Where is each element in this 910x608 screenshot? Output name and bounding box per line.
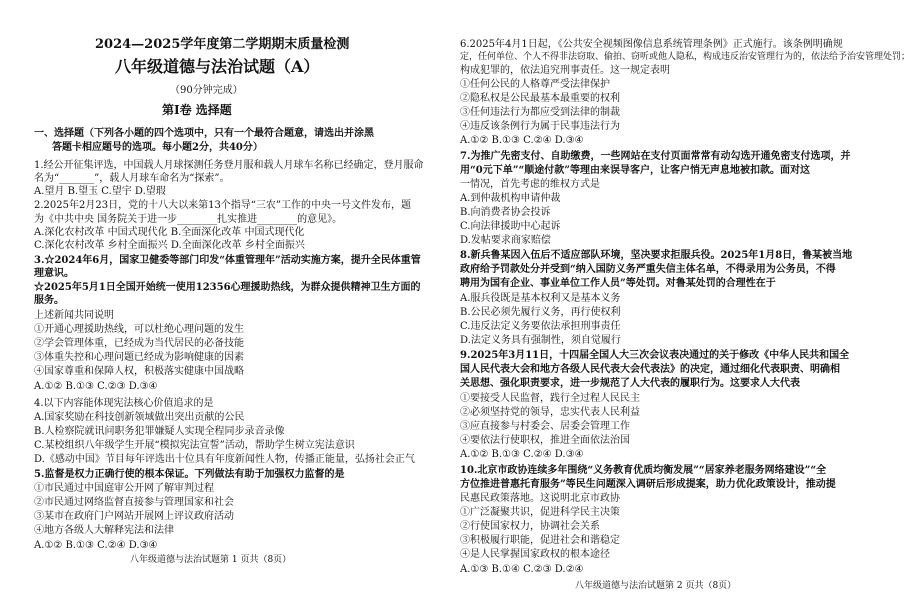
question-line: 构成犯罪的，依法追究刑事责任。这一规定表明 bbox=[460, 65, 670, 76]
answer-option: A.到仲裁机构申请仲裁 bbox=[460, 193, 561, 204]
question-line: 服务。 bbox=[34, 295, 64, 306]
statement-item: ①任何公民的人格尊严受法律保护 bbox=[460, 79, 610, 90]
statement-item: ④要依法行使职权，推进全面依法治国 bbox=[460, 435, 630, 446]
answer-option: C.向法律援助中心起诉 bbox=[460, 221, 561, 232]
section-title: 第Ⅰ卷 选择题 bbox=[162, 103, 232, 117]
question-line: 民惠民政策落地。这说明北京市政协 bbox=[460, 493, 620, 504]
question-line: 名为“_______”，载人月球车命名为“探索”。 bbox=[34, 173, 230, 184]
exam-subject: 八年级道德与法治试题（A） bbox=[115, 57, 320, 76]
question-line: 上述新闻共同说明 bbox=[34, 310, 114, 321]
instructions-line: 一、选择题（下列各小题的四个选项中，只有一个最符合题意，请选出并涂黑 bbox=[34, 128, 374, 139]
statement-item: ④地方各级人大解释宪法和法律 bbox=[34, 525, 174, 536]
answer-option: C.违反法定义务要依法承担刑事责任 bbox=[460, 321, 621, 332]
question-line: 方位推进普惠托育服务”等民生问题深入调研后形成提案，助力优化政策设计，推动提 bbox=[460, 479, 836, 490]
statement-item: ②学会管理体重，已经成为当代居民的必备技能 bbox=[34, 338, 244, 349]
answer-option: B.公民必须先履行义务，再行使权利 bbox=[460, 307, 621, 318]
question-line: 4.以下内容能体现宪法核心价值追求的是 bbox=[34, 398, 214, 409]
question-line: 3.☆2024年6月，国家卫健委等部门印发“体重管理年”活动实施方案，提升全民体重管 bbox=[34, 255, 421, 266]
statement-item: ④是人民掌握国家政权的根本途径 bbox=[460, 549, 610, 560]
question-line: 10.北京市政协连续多年围绕“义务教育优质均衡发展”“居家养老服务网络建设”“全 bbox=[460, 465, 827, 476]
statement-item: ③积极履行职能，促进社会和谐稳定 bbox=[460, 535, 620, 546]
answer-options: A.①② B.①③ C.②④ D.③④ bbox=[34, 540, 158, 551]
answer-option: B.向消费者协会投诉 bbox=[460, 207, 551, 218]
question-line: 为《中共中央 国务院关于进一步________扎实推进________的意见》。 bbox=[34, 214, 343, 225]
statement-item: ②隐私权是公民最基本最重要的权利 bbox=[460, 93, 620, 104]
question-line: 用“0元下单”“顺途付款”等理由来误导客户，让客户悄无声息地被扣款。面对这 bbox=[460, 165, 810, 176]
exam-duration: （90分钟完成） bbox=[170, 85, 243, 96]
answer-options: A.望月 B.望玉 C.望宇 D.望瑕 bbox=[34, 186, 166, 197]
question-line: 8.新兵鲁某因入伍后不适应部队环境，坚决要求拒服兵役。2025年1月8日，鲁某被当地 bbox=[460, 250, 853, 261]
statement-item: ③任何违法行为都应受到法律的制裁 bbox=[460, 107, 620, 118]
statement-item: ②必须坚持党的领导，忠实代表人民利益 bbox=[460, 407, 640, 418]
question-line: 聘用为国有企业、事业单位工作人员”等处罚。对鲁某处罚的合理性在于 bbox=[460, 278, 776, 289]
statement-item: ①开通心理援助热线，可以杜绝心理问题的发生 bbox=[34, 324, 244, 335]
answer-option: D.发帖要求商家赔偿 bbox=[460, 235, 551, 246]
right-page bbox=[430, 0, 910, 608]
statement-item: ③体重失控和心理问题已经成为影响健康的因素 bbox=[34, 352, 244, 363]
question-line: 5.监督是权力正确行使的根本保证。下列做法有助于加强权力监督的是 bbox=[34, 469, 345, 480]
statement-item: ④国家尊重和保障人权，积极落实健康中国战略 bbox=[34, 366, 244, 377]
answer-options: C.深化农村改革 乡村全面振兴 D.全面深化改革 乡村全面振兴 bbox=[34, 240, 305, 251]
question-line: 关思想、强化职责要求，进一步规范了人大代表的履职行为。这要求人大代表 bbox=[460, 378, 800, 389]
question-line: 2.2025年2月23日，党的十八大以来第13个指导“三农”工作的中央一号文件发布，题 bbox=[34, 200, 412, 211]
statement-item: ②市民通过网络监督直接参与管理国家和社会 bbox=[34, 497, 234, 508]
instructions-line: 答题卡相应题号的选项。每小题2分，共40分） bbox=[52, 142, 263, 153]
left-page bbox=[0, 0, 430, 608]
question-line: 9.2025年3月11日，十四届全国人大三次会议表决通过的关于修改《中华人民共和国全 bbox=[460, 350, 850, 361]
answer-options: A.①③ B.①④ C.②③ D.②④ bbox=[460, 564, 584, 575]
answer-option: A.服兵役既是基本权利又是基本义务 bbox=[460, 293, 621, 304]
statement-item: ①要接受人民监督，践行全过程人民民主 bbox=[460, 393, 640, 404]
answer-options: A.①② B.①③ C.②③ D.③④ bbox=[34, 381, 158, 392]
statement-item: ④违反该条例行为属于民事违法行为 bbox=[460, 121, 620, 132]
question-line: 1.经公开征集评选，中国载人月球探测任务登月服和载人月球车名称已经确定，登月服命 bbox=[34, 160, 424, 171]
exam-title: 2024—2025学年度第二学期期末质量检测 bbox=[95, 37, 350, 52]
answer-options: A.深化农村改革 中国式现代化 B.全面深化改革 中国式现代化 bbox=[34, 227, 305, 238]
question-line: 6.2025年4月1日起，《公共安全视频图像信息系统管理条例》正式施行。该条例明确规 bbox=[460, 39, 843, 50]
answer-option: D.法定义务具有强制性，须自觉履行 bbox=[460, 335, 621, 346]
answer-options: A.①② B.①③ C.②④ D.③④ bbox=[460, 135, 584, 146]
answer-options: A.①② B.①③ C.②④ D.③④ bbox=[460, 449, 584, 460]
answer-option: A.国家奖励在科技创新领域做出突出贡献的公民 bbox=[34, 412, 245, 423]
question-line: 理意识。 bbox=[34, 268, 74, 279]
question-line: ☆2025年5月1日全国开始统一使用12356心理援助热线，为群众提供精神卫生方面的 bbox=[34, 282, 421, 293]
answer-option: B.人检察院就讯问职务犯罪嫌疑人实现全程同步录音录像 bbox=[34, 426, 285, 437]
page-footer: 八年级道德与法治试题第 2 页共（8页） bbox=[575, 581, 737, 591]
statement-item: ①广泛凝聚共识，促进科学民主决策 bbox=[460, 507, 620, 518]
question-line: 7.为推广先密支付、自助缴费，一些网站在支付页面常常有动勾选开通免密支付选项，并 bbox=[460, 151, 851, 162]
question-line: 政府给予罚款处分并受到“纳入国防义务严重失信主体名单，不得录用为公务员，不得 bbox=[460, 264, 836, 275]
statement-item: ①市民通过中国庭审公开网了解审判过程 bbox=[34, 483, 214, 494]
question-line: 一情况，首先考虑的维权方式是 bbox=[460, 179, 600, 190]
question-line: 国人民代表大会和地方各级人民代表大会代表法》的决定，通过细化代表职责、明确相 bbox=[460, 364, 840, 375]
answer-option: D.《感动中国》节目每年评选出十位具有年度新闻性人物，传播正能量，弘扬社会正气 bbox=[34, 454, 415, 465]
statement-item: ②行使国家权力，协调社会关系 bbox=[460, 521, 600, 532]
page-footer: 八年级道德与法治试题第 1 页共（8页） bbox=[130, 555, 292, 565]
statement-item: ③某市在政府门户网站开展网上评议政府活动 bbox=[34, 511, 234, 522]
answer-option: C.某校组织八年级学生开展“模拟宪法宣誓”活动，帮助学生树立宪法意识 bbox=[34, 440, 355, 451]
statement-item: ③应直接参与村委会、居委会管理工作 bbox=[460, 421, 630, 432]
question-line: 定，任何单位、个人不得非法窃取、偷拍、窃听或他人隐私，构成违反治安管理行为的，依法给予治安管理处罚； bbox=[460, 52, 910, 62]
